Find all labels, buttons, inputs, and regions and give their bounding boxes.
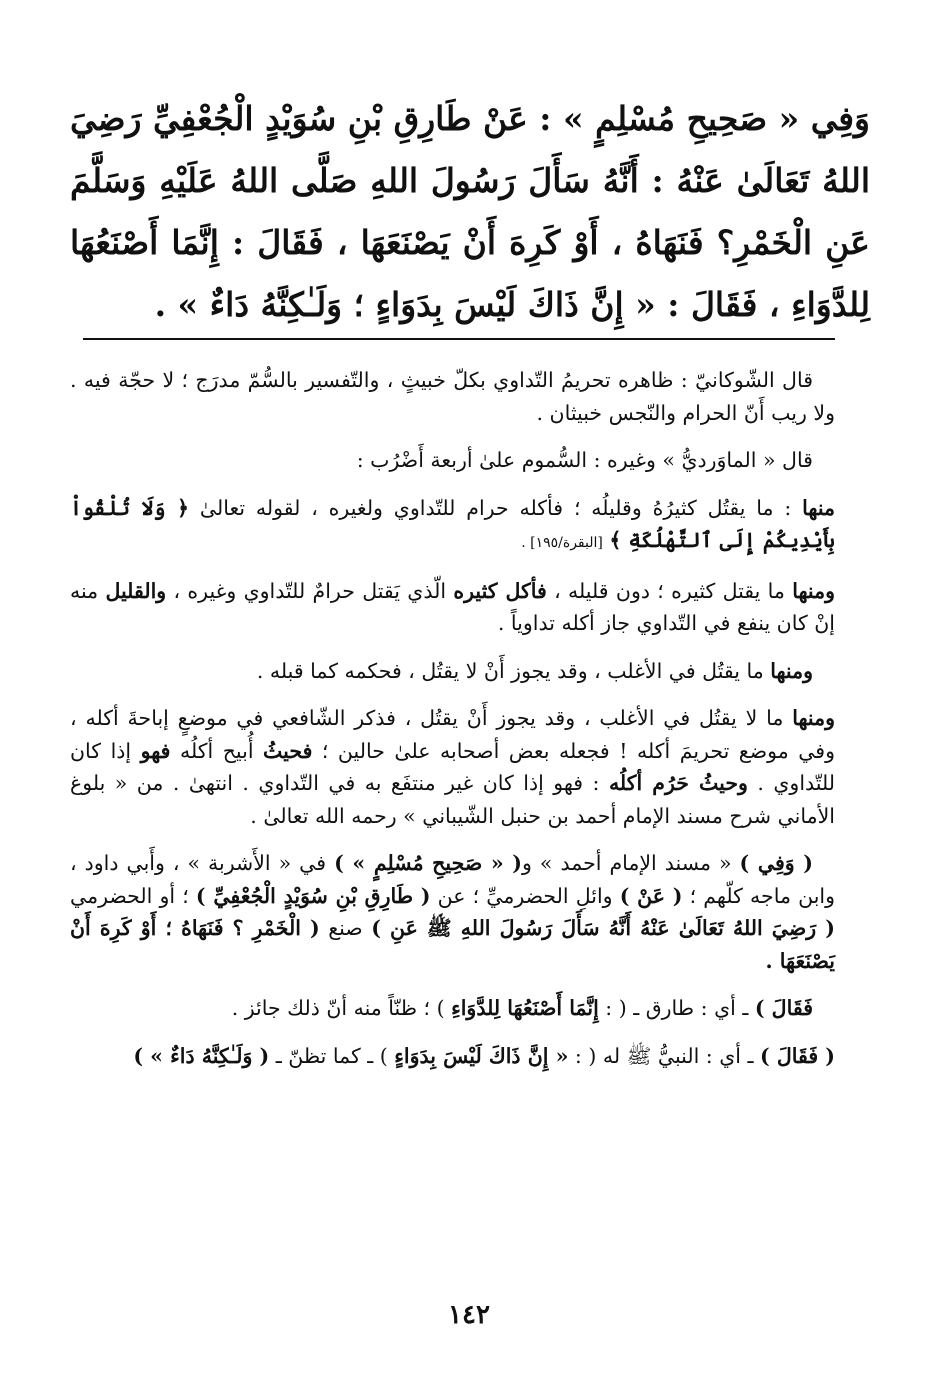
prophet-reply: ( فَقَالَ ) ـ أي : النبيُّ ﷺ له ( : « إِنَّ ذَاكَ لَيْسَ بِدَوَاءٍ ) ـ كما تظنّ ـ ( وَلَـٰكِنَّهُ دَاءٌ » ) [133, 1043, 835, 1068]
footnote-divider [83, 338, 835, 340]
poison-type-2: ومنها ما يقتل كثيره ؛ دون قليله ، فأكل كثيره الّذي يَقتل حرامٌ للتّداوي وغيره ، والقليل منه إنْ كان ينفع في التّداوي جاز أكله تداوياً . [70, 578, 835, 635]
hadith-text-block [70, 88, 870, 336]
poison-type-4: ومنها ما لا يقتُل في الأغلب ، وقد يجوز أَنْ يقتُل ، فذكر الشّافعي في موضعٍ إباحةَ أكله ، وفي موضع تحريمَ أكله ! فجعله بعض أصحابه علىٰ حالين ؛ فحيثُ أُبيح أكلُه فهو إذا كان للتّداوي . وحيثُ حَرُم أكلُه : فهو إذا كان غير منتفَع به في التّداوي . انتهىٰ . من « بلوغ الأماني شرح مسند الإمام أحمد بن حنبل الشّيباني » رحمه الله تعالىٰ . [70, 706, 835, 828]
poison-type-3: ومنها ما يقتُل في الأغلب ، وقد يجوز أَنْ لا يقتُل ، فحكمه كما قبله . [256, 658, 813, 683]
commentary-shawkani: قال الشّوكانيّ : ظاهره تحريمُ التّداوي بكلّ خبيثٍ ، والتّفسير بالسُّمّ مدرَج ؛ لا حجّة فيه . ولا ريب أَنّ الحرام والنّجس خبيثان . [70, 368, 835, 425]
tariq-statement: فَقَالَ ) ـ أي : طارق ـ ( : إِنَّمَا أَصْنَعُهَا لِلدَّوَاءِ ) ؛ ظنّاً منه أنّ ذلك جائز . [231, 996, 813, 1020]
quran-verse: ﴿ وَلَا تُلْقُواْ بِأَيْدِيكُمْ إِلَى ٱلتَّهْلُكَةِ ﴾ [70, 495, 835, 552]
commentary-mawardi: قال « الماوَرديُّ » وغيره : السُّموم علىٰ أربعة أَضْرُب : [356, 448, 813, 472]
page-number: ١٤٢ [448, 1300, 490, 1330]
commentary-block [70, 364, 835, 1087]
hadith-explanation: ( وَفِي ) « مسند الإمام أحمد » و( « صَحِيحِ مُسْلِمٍ » ) في « الأَشربة » ، وأَبي داود ، وابن ماجه كلّهم ؛ ( عَنْ ) وائلِ الحضرميِّ ؛ عن ( طَارِقِ بْنِ سُوَيْدٍ الْجُعْفِيِّ ) ؛ أو الحضرمي ( رَضِيَ اللهُ تَعَالَىٰ عَنْهُ أَنَّهُ سَأَلَ رَسُولَ اللهِ ﷺ عَنِ ) صنع ( الْخَمْرِ ؟ فَنَهَاهُ ؛ أَوْ كَرِهَ أَنْ يَصْنَعَهَا . [70, 851, 835, 973]
verse-reference: [البقرة/١٩٥] . [521, 535, 603, 551]
poison-type-1: منها : ما يقتُل كثيرُهُ وقليلُه ؛ فأكله حرام للتّداوي ولغيره ، لقوله تعالىٰ ﴿ وَلَا تُلْقُواْ بِأَيْدِيكُمْ إِلَى ٱلتَّهْلُكَةِ ﴾ [البقرة/١٩٥] . [70, 495, 835, 552]
hadith-paragraph: وَفِي « صَحِيحِ مُسْلِمٍ » : عَنْ طَارِقِ بْنِ سُوَيْدٍ الْجُعْفِيِّ رَضِيَ اللهُ تَعَالَىٰ عَنْهُ : أَنَّهُ سَأَلَ رَسُولَ اللهِ صَلَّى اللهُ عَلَيْهِ وَسَلَّمَ عَنِ الْخَمْرِ؟ فَنَهَاهُ ، أَوْ كَرِهَ أَنْ يَصْنَعَهَا ، فَقَالَ : إِنَّمَا أَصْنَعُهَا لِلدَّوَاءِ ، فَقَالَ : « إِنَّ ذَاكَ لَيْسَ بِدَوَاءٍ ؛ وَلَـٰكِنَّهُ دَاءٌ » . [70, 99, 870, 324]
